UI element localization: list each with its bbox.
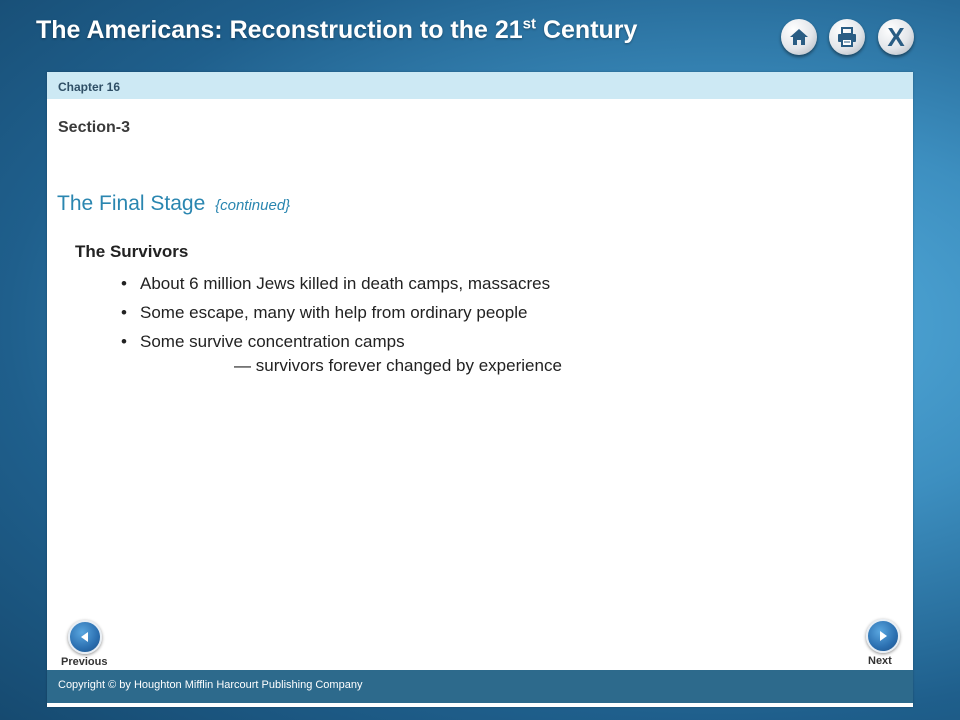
triangle-right-icon [876, 629, 890, 643]
home-button[interactable] [781, 19, 817, 55]
presentation-title: The Americans: Reconstruction to the 21st Century [36, 15, 638, 44]
footer-bar [47, 670, 913, 703]
slide-heading [57, 192, 290, 216]
triangle-left-icon [78, 630, 92, 644]
chapter-bar [47, 72, 913, 99]
print-button[interactable] [829, 19, 865, 55]
bullet-list [121, 269, 550, 356]
sub-point: — survivors forever changed by experience [234, 356, 562, 375]
next-label[interactable]: Next [868, 655, 892, 667]
list-item: • Some survive concentration camps [121, 327, 550, 356]
slide-panel [47, 72, 913, 707]
bullet-glyph: • [121, 332, 127, 351]
print-icon [836, 26, 858, 48]
list-item: • Some escape, many with help from ordinary people [121, 298, 550, 327]
copyright-text: Copyright © by Houghton Mifflin Harcourt Publishing Company [58, 679, 363, 691]
dash-glyph: — [234, 356, 251, 375]
bullet-glyph: • [121, 274, 127, 293]
heading-note: {continued} [215, 197, 291, 214]
home-icon [788, 26, 810, 48]
section-label: Section-3 [58, 119, 131, 136]
previous-label[interactable]: Previous [61, 656, 108, 668]
chapter-label: Chapter 16 [58, 80, 121, 94]
previous-button[interactable] [68, 620, 102, 654]
list-item: • About 6 million Jews killed in death camps, massacres [121, 269, 550, 298]
close-button[interactable] [878, 19, 914, 55]
close-icon: X [887, 22, 905, 52]
subheading: The Survivors [75, 242, 189, 261]
heading-text: The Final Stage [57, 192, 206, 215]
next-button[interactable] [866, 619, 900, 653]
bullet-glyph: • [121, 303, 127, 322]
